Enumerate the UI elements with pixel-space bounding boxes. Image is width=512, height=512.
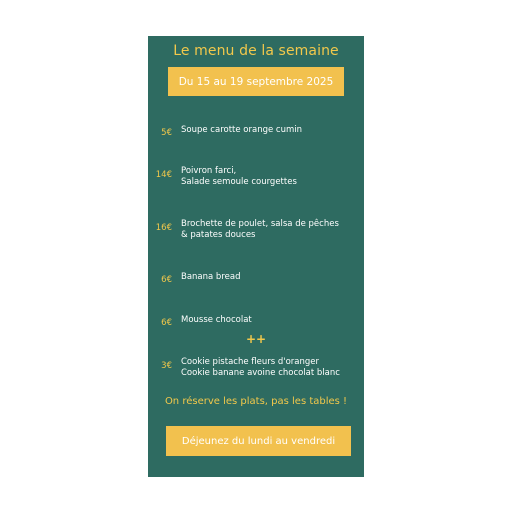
item-line: Brochette de poulet, salsa de pêches bbox=[181, 219, 339, 229]
item-price: 6€ bbox=[161, 318, 172, 328]
item-description bbox=[181, 357, 361, 379]
tagline: On réserve les plats, pas les tables ! bbox=[164, 396, 348, 407]
menu-card bbox=[148, 36, 364, 477]
item-line: Soupe carotte orange cumin bbox=[181, 125, 303, 135]
item-price: 3€ bbox=[161, 361, 172, 371]
item-line: Cookie pistache fleurs d'oranger bbox=[181, 357, 320, 367]
separator: ++ bbox=[245, 332, 267, 346]
item-line: Mousse chocolat bbox=[181, 315, 252, 325]
item-description bbox=[181, 166, 361, 188]
item-line: Banana bread bbox=[181, 272, 241, 282]
item-price: 14€ bbox=[155, 170, 172, 180]
item-line: & patates douces bbox=[181, 230, 256, 240]
item-description bbox=[181, 315, 361, 326]
item-price: 16€ bbox=[155, 223, 172, 233]
date-range: Du 15 au 19 septembre 2025 bbox=[178, 75, 334, 88]
item-price: 5€ bbox=[161, 128, 172, 138]
item-description bbox=[181, 219, 361, 241]
date-banner bbox=[168, 67, 344, 96]
item-price: 6€ bbox=[161, 275, 172, 285]
item-line: Salade semoule courgettes bbox=[181, 177, 297, 187]
item-line: Cookie banane avoine chocolat blanc bbox=[181, 368, 340, 378]
lunch-days-button[interactable] bbox=[166, 426, 351, 456]
cta-label: Déjeunez du lundi au vendredi bbox=[181, 435, 336, 447]
item-line: Poivron farci, bbox=[181, 166, 237, 176]
item-description bbox=[181, 272, 361, 283]
item-description bbox=[181, 125, 361, 136]
menu-title: Le menu de la semaine bbox=[173, 43, 339, 59]
